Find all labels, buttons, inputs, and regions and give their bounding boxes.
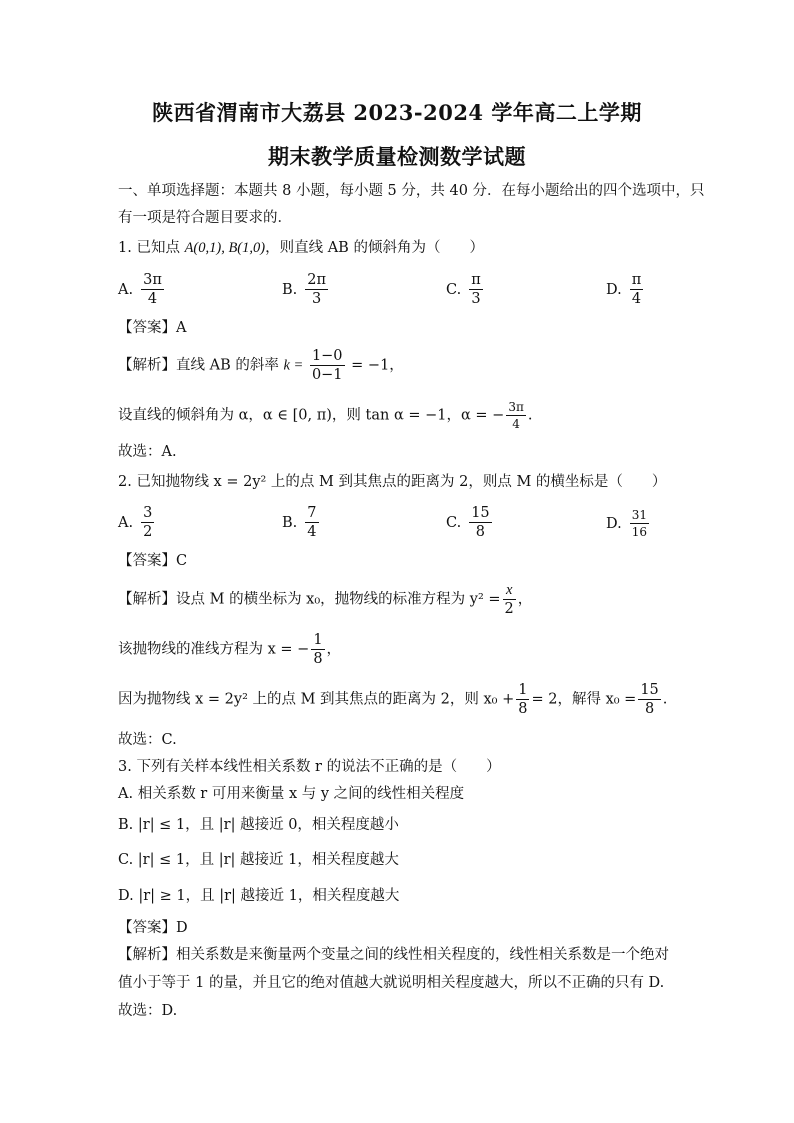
q2-analysis-line2: 该抛物线的准线方程为 x = − $\frac{1}{8}$ ， xyxy=(118,632,342,667)
q1-option-b: B. $\frac{2\pi}{3}$ xyxy=(282,272,327,307)
q3-answer: 【答案】D xyxy=(118,920,188,936)
q1-answer: 【答案】A xyxy=(118,320,187,336)
q2-option-b: B. $\frac{7}{4}$ xyxy=(282,505,317,540)
q1-option-a: A. $\frac{3\pi}{4}$ xyxy=(118,272,162,307)
q1-points: A(0,1), B(1,0) xyxy=(184,240,266,256)
q3-choose: 故选：D. xyxy=(118,1003,178,1019)
q1-stem: 1. 已知点 A(0,1), B(1,0)，则直线 AB 的倾斜角为（ ） xyxy=(118,240,484,256)
q3-analysis: 【解析】相关系数是来衡量两个变量之间的线性相关程度的，线性相关系数是一个绝对值小于等于 1 的量，并且它的绝对值越大就说明相关程度越大，所以不正确的只有 D. xyxy=(118,947,669,991)
q3-stem: 3. 下列有关样本线性相关系数 r 的说法不正确的是（ ） xyxy=(118,759,501,775)
q2-stem: 2. 已知抛物线 x = 2y² 上的点 M 到其焦点的距离为 2，则点 M 的横坐标是（ ） xyxy=(118,474,667,490)
q3-option-c: C. |r| ≤ 1，且 |r| 越接近 1，相关程度越大 xyxy=(118,852,399,868)
section-heading-line1: 一、单项选择题：本题共 8 小题，每小题 5 分，共 40 分．在每小题给出的四个选项中，只 xyxy=(118,183,705,199)
q2-option-c: C. $\frac{15}{8}$ xyxy=(446,505,490,540)
q1-analysis-line2: 设直线的倾斜角为 α，α ∈ [0, π)，则 tan α = −1，α = − $\frac{3\pi}{4}$ . xyxy=(118,400,533,431)
q2-option-a: A. $\frac{3}{2}$ xyxy=(118,505,153,540)
q1-option-d: D. $\frac{\pi}{4}$ xyxy=(606,272,642,307)
q3-option-d: D. |r| ≥ 1，且 |r| 越接近 1，相关程度越大 xyxy=(118,888,400,904)
q1-option-c: C. $\frac{\pi}{3}$ xyxy=(446,272,481,307)
q2-analysis-line3: 因为抛物线 x = 2y² 上的点 M 到其焦点的距离为 2，则 x₀ + $\frac{1}{8}$ = 2，解得 x₀ = $\frac{15}{8}$ . xyxy=(118,682,668,717)
q2-answer: 【答案】C xyxy=(118,553,188,569)
document-title-line2: 期末教学质量检测数学试题 xyxy=(268,144,526,169)
document-title-line1: 陕西省渭南市大荔县 2023-2024 学年高二上学期 xyxy=(152,100,642,125)
q2-analysis-line1: 【解析】设点 M 的横坐标为 x₀，抛物线的标准方程为 y² = $\frac{x}{2}$ ， xyxy=(118,582,533,617)
q3-option-b: B. |r| ≤ 1，且 |r| 越接近 0，相关程度越小 xyxy=(118,817,399,833)
section-heading-line2: 有一项是符合题目要求的． xyxy=(118,210,292,226)
q2-choose: 故选：C. xyxy=(118,732,177,748)
q3-option-a: A. 相关系数 r 可用来衡量 x 与 y 之间的线性相关程度 xyxy=(118,786,465,802)
q1-choose: 故选：A. xyxy=(118,444,177,460)
q1-analysis-line1: 【解析】直线 AB 的斜率 k = $\frac{1-0}{0-1}$ = −1， xyxy=(118,348,404,383)
q2-option-d: D. $\frac{31}{16}$ xyxy=(606,508,647,539)
